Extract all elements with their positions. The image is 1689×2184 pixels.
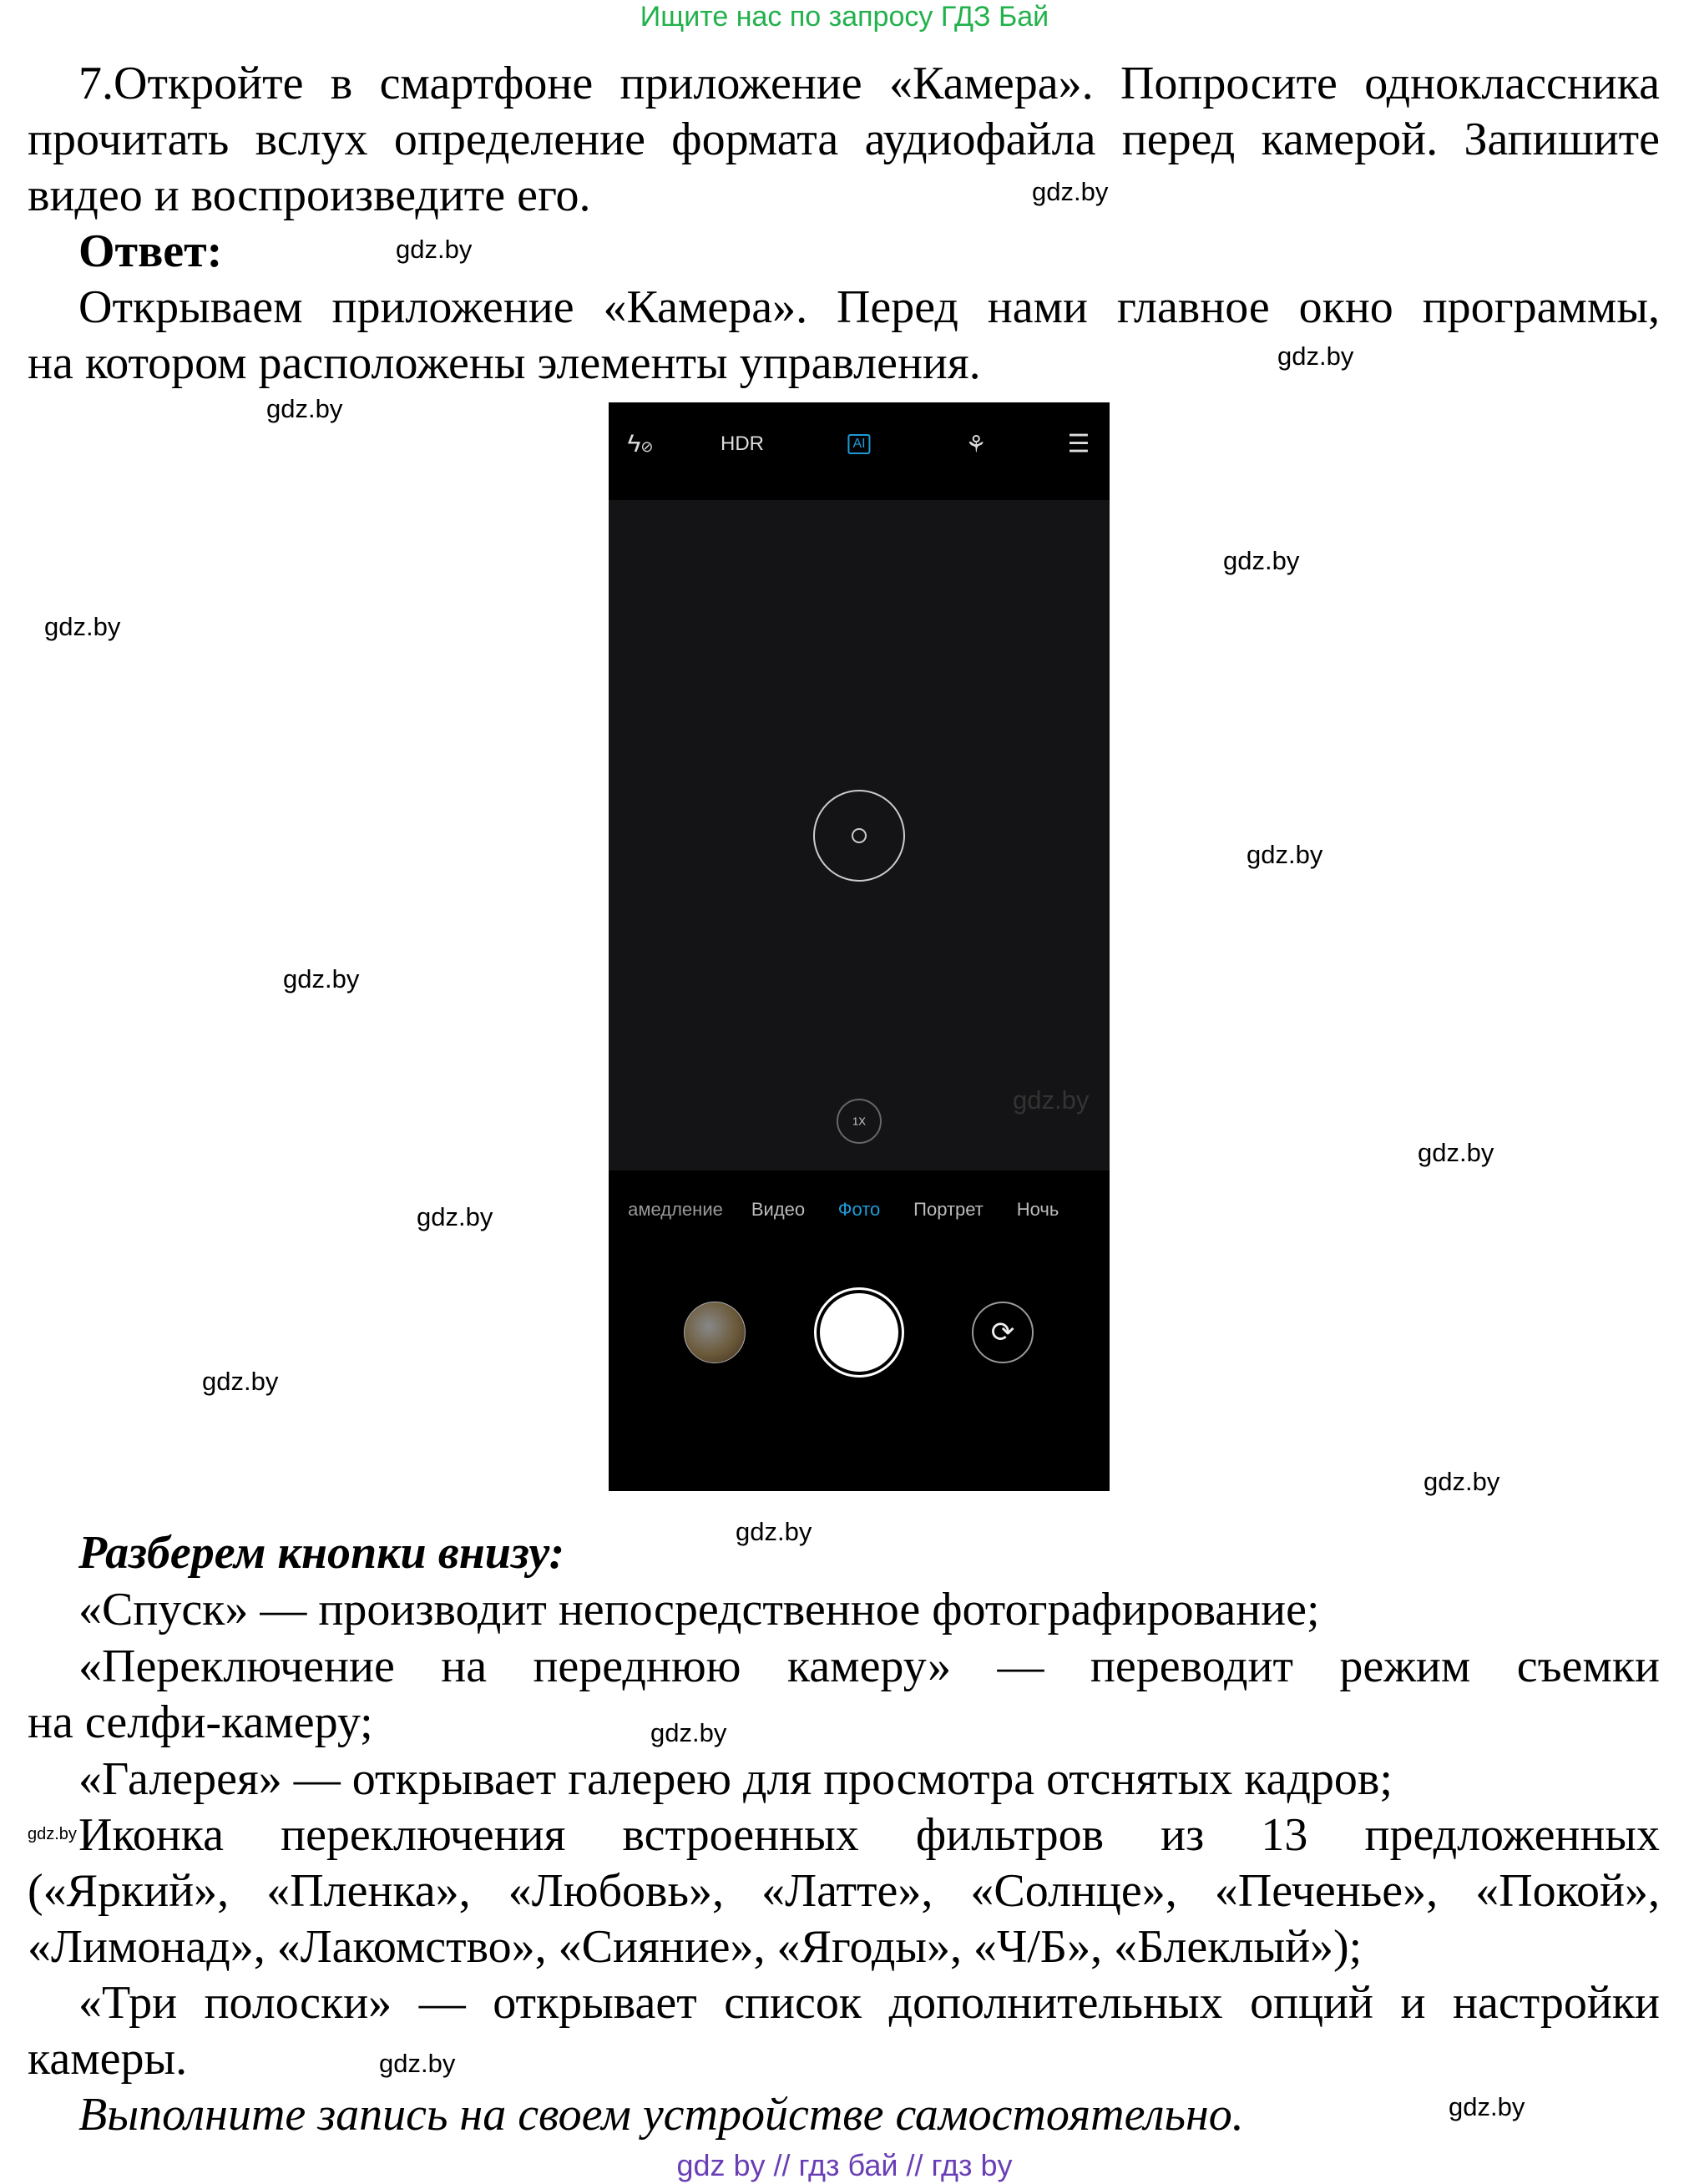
watermark: gdz.by: [736, 1517, 812, 1546]
filters-icon[interactable]: ⚘: [965, 431, 987, 458]
flash-off-icon[interactable]: ϟ⊘: [627, 430, 654, 458]
buttons-heading: Разберем кнопки внизу:: [78, 1527, 565, 1579]
watermark: gdz.by: [28, 1825, 77, 1843]
footer-links[interactable]: gdz by // гдз бай // гдз by: [676, 2148, 1013, 2182]
watermark: gdz.by: [1013, 1085, 1090, 1115]
menu-desc-2: камеры.: [28, 2033, 188, 2085]
ai-button[interactable]: AI: [847, 434, 870, 454]
menu-desc-1: «Три полоски» — открывает список дополнительных опций и настройки: [78, 1977, 1660, 2029]
filters-desc-1: Иконка переключения встроенных фильтров из 13 предложенных: [78, 1809, 1660, 1861]
watermark: gdz.by: [379, 2049, 456, 2078]
watermark: gdz.by: [1277, 341, 1354, 371]
watermark: gdz.by: [1032, 177, 1109, 206]
switch-desc-2: на селфи-камеру;: [28, 1696, 373, 1748]
watermark: gdz.by: [202, 1367, 279, 1396]
watermark: gdz.by: [1449, 2092, 1525, 2121]
answer-heading: Ответ:: [78, 225, 223, 277]
watermark: gdz.by: [283, 964, 360, 993]
watermark: gdz.by: [44, 612, 121, 641]
mode-slowmo[interactable]: амедление: [628, 1199, 723, 1220]
mode-night[interactable]: Ночь: [1016, 1199, 1059, 1220]
site-banner[interactable]: Ищите нас по запросу ГДЗ Бай: [640, 1, 1049, 33]
filters-desc-2: («Яркий», «Пленка», «Любовь», «Латте», «Солнце», «Печенье», «Покой»,: [28, 1865, 1660, 1917]
watermark: gdz.by: [1424, 1467, 1500, 1496]
shutter-desc: «Спуск» — производит непосредственное фотографирование;: [78, 1584, 1320, 1635]
shutter-inner: [820, 1293, 898, 1372]
menu-icon[interactable]: ☰: [1067, 430, 1090, 458]
answer-line-2: на котором расположены элементы управления.: [28, 337, 981, 389]
gallery-thumbnail[interactable]: [684, 1302, 746, 1363]
task-line-2: прочитать вслух определение формата аудиофайла перед камерой. Запишите: [28, 114, 1660, 165]
switch-camera-icon: ⟳: [990, 1317, 1015, 1348]
focus-center-icon: [852, 828, 867, 843]
watermark: gdz.by: [266, 394, 343, 423]
watermark: gdz.by: [1418, 1138, 1494, 1167]
task-line-3: видео и воспроизведите его.: [28, 169, 591, 221]
mode-photo[interactable]: Фото: [837, 1199, 881, 1220]
gallery-desc: «Галерея» — открывает галерею для просмотра отснятых кадров;: [78, 1753, 1393, 1805]
watermark: gdz.by: [650, 1718, 727, 1747]
task-line-1: 7.Откройте в смартфоне приложение «Камера». Попросите одноклассника: [78, 58, 1660, 109]
filters-desc-3: «Лимонад», «Лакомство», «Сияние», «Ягоды», «Ч/Б», «Блеклый»);: [28, 1921, 1363, 1973]
answer-line-1: Открываем приложение «Камера». Перед нами главное окно программы,: [78, 281, 1660, 333]
zoom-label: 1X: [852, 1115, 866, 1128]
closing-note: Выполните запись на своем устройстве самостоятельно.: [78, 2089, 1244, 2141]
watermark: gdz.by: [1247, 840, 1323, 869]
watermark: gdz.by: [396, 235, 473, 264]
watermark: gdz.by: [1223, 546, 1300, 575]
switch-desc-1: «Переключение на переднюю камеру» — переводит режим съемки: [78, 1641, 1660, 1692]
hdr-button[interactable]: HDR: [721, 432, 764, 455]
watermark: gdz.by: [417, 1202, 493, 1231]
camera-screenshot: [609, 402, 1110, 1491]
mode-video[interactable]: Видео: [751, 1199, 806, 1220]
mode-portrait[interactable]: Портрет: [913, 1199, 984, 1220]
